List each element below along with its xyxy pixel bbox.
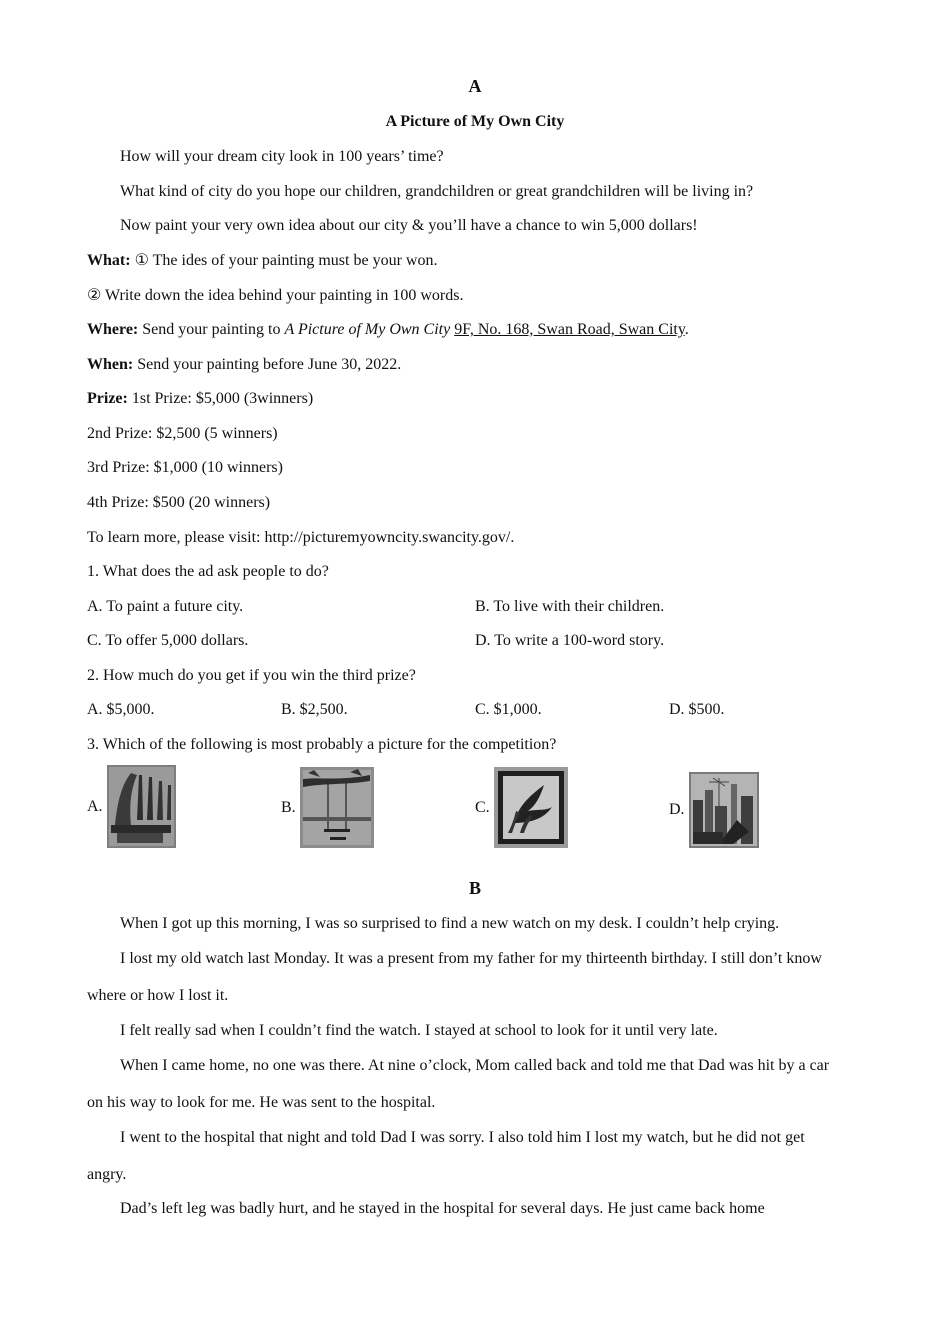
framed-butterfly-picture-icon [494, 767, 568, 848]
paragraph-continued: where or how I lost it. [87, 987, 229, 1004]
option: D. $500. [669, 701, 725, 718]
option: A. $5,000. [87, 701, 155, 718]
where-pre: Send your painting to [142, 321, 281, 338]
question-stem: 2. How much do you get if you win the third prize? [87, 667, 416, 684]
paragraph-continued: angry. [87, 1166, 127, 1183]
option: C. $1,000. [475, 701, 542, 718]
option: D. To write a 100-word story. [475, 632, 665, 649]
what-line [87, 251, 437, 271]
paragraph: How will your dream city look in 100 years’ time? [120, 148, 444, 165]
prize-4: 4th Prize: $500 (20 winners) [87, 494, 271, 511]
prize-1: 1st Prize: $5,000 (3winners) [131, 390, 314, 407]
paragraph: Dad’s left leg was badly hurt, and he stayed in the hospital for several days. He just came back home [120, 1200, 765, 1217]
option-letter: C. [475, 798, 490, 816]
section-a-letter: A [468, 76, 482, 96]
prize-label: Prize: [87, 390, 128, 407]
section-a-title: A Picture of My Own City [385, 113, 565, 130]
option-letter: D. [669, 801, 685, 818]
what-text: ① The ides of your painting must be your won. [134, 252, 438, 269]
picture-option-d [669, 772, 759, 848]
where-address: 9F, No. 168, Swan Road, Swan City [454, 321, 685, 338]
option-letter: B. [281, 798, 296, 816]
option: A. To paint a future city. [87, 598, 244, 615]
when-text: Send your painting before June 30, 2022. [137, 356, 402, 373]
paragraph: Now paint your very own idea about our city & you’ll have a chance to win 5,000 dollars! [120, 217, 698, 234]
where-label: Where: [87, 321, 139, 338]
what-line-2: ② Write down the idea behind your painting in 100 words. [87, 287, 464, 304]
option: B. $2,500. [281, 701, 348, 718]
swing-tree-picture-icon [300, 767, 374, 848]
option: B. To live with their children. [475, 598, 665, 615]
question-stem: 3. Which of the following is most probably a picture for the competition? [87, 736, 557, 753]
what-label: What: [87, 252, 131, 269]
where-title: A Picture of My Own City [284, 321, 451, 338]
paragraph: When I came home, no one was there. At nine o’clock, Mom called back and told me that Dad was hit by a car [120, 1057, 830, 1074]
where-end: . [684, 321, 689, 338]
section-b-letter: B [468, 878, 481, 898]
paragraph-continued: on his way to look for me. He was sent to the hospital. [87, 1094, 436, 1111]
where-line [87, 320, 689, 340]
when-label: When: [87, 356, 134, 373]
paragraph: When I got up this morning, I was so surprised to find a new watch on my desk. I couldn’t help crying. [120, 915, 780, 932]
option-letter: A. [87, 797, 103, 815]
picture-option-c [475, 767, 568, 848]
when-line [87, 355, 401, 375]
future-city-picture-icon [689, 772, 759, 848]
picture-option-b [281, 767, 374, 848]
paragraph: I felt really sad when I couldn’t find the watch. I stayed at school to look for it until very late. [120, 1022, 718, 1039]
prize-line [87, 389, 313, 409]
prize-3: 3rd Prize: $1,000 (10 winners) [87, 459, 283, 476]
picture-option-a [87, 765, 176, 848]
city-sketch-picture-icon [107, 765, 176, 848]
paragraph: What kind of city do you hope our children, grandchildren or great grandchildren will be living in? [120, 183, 754, 200]
learn-more: To learn more, please visit: http://picturemyowncity.swancity.gov/. [87, 529, 515, 546]
option: C. To offer 5,000 dollars. [87, 632, 249, 649]
paragraph: I went to the hospital that night and told Dad I was sorry. I also told him I lost my watch, but he did not get [120, 1129, 805, 1146]
paragraph: I lost my old watch last Monday. It was a present from my father for my thirteenth birthday. I still don’t know [120, 950, 822, 967]
question-stem: 1. What does the ad ask people to do? [87, 563, 329, 580]
prize-2: 2nd Prize: $2,500 (5 winners) [87, 425, 278, 442]
